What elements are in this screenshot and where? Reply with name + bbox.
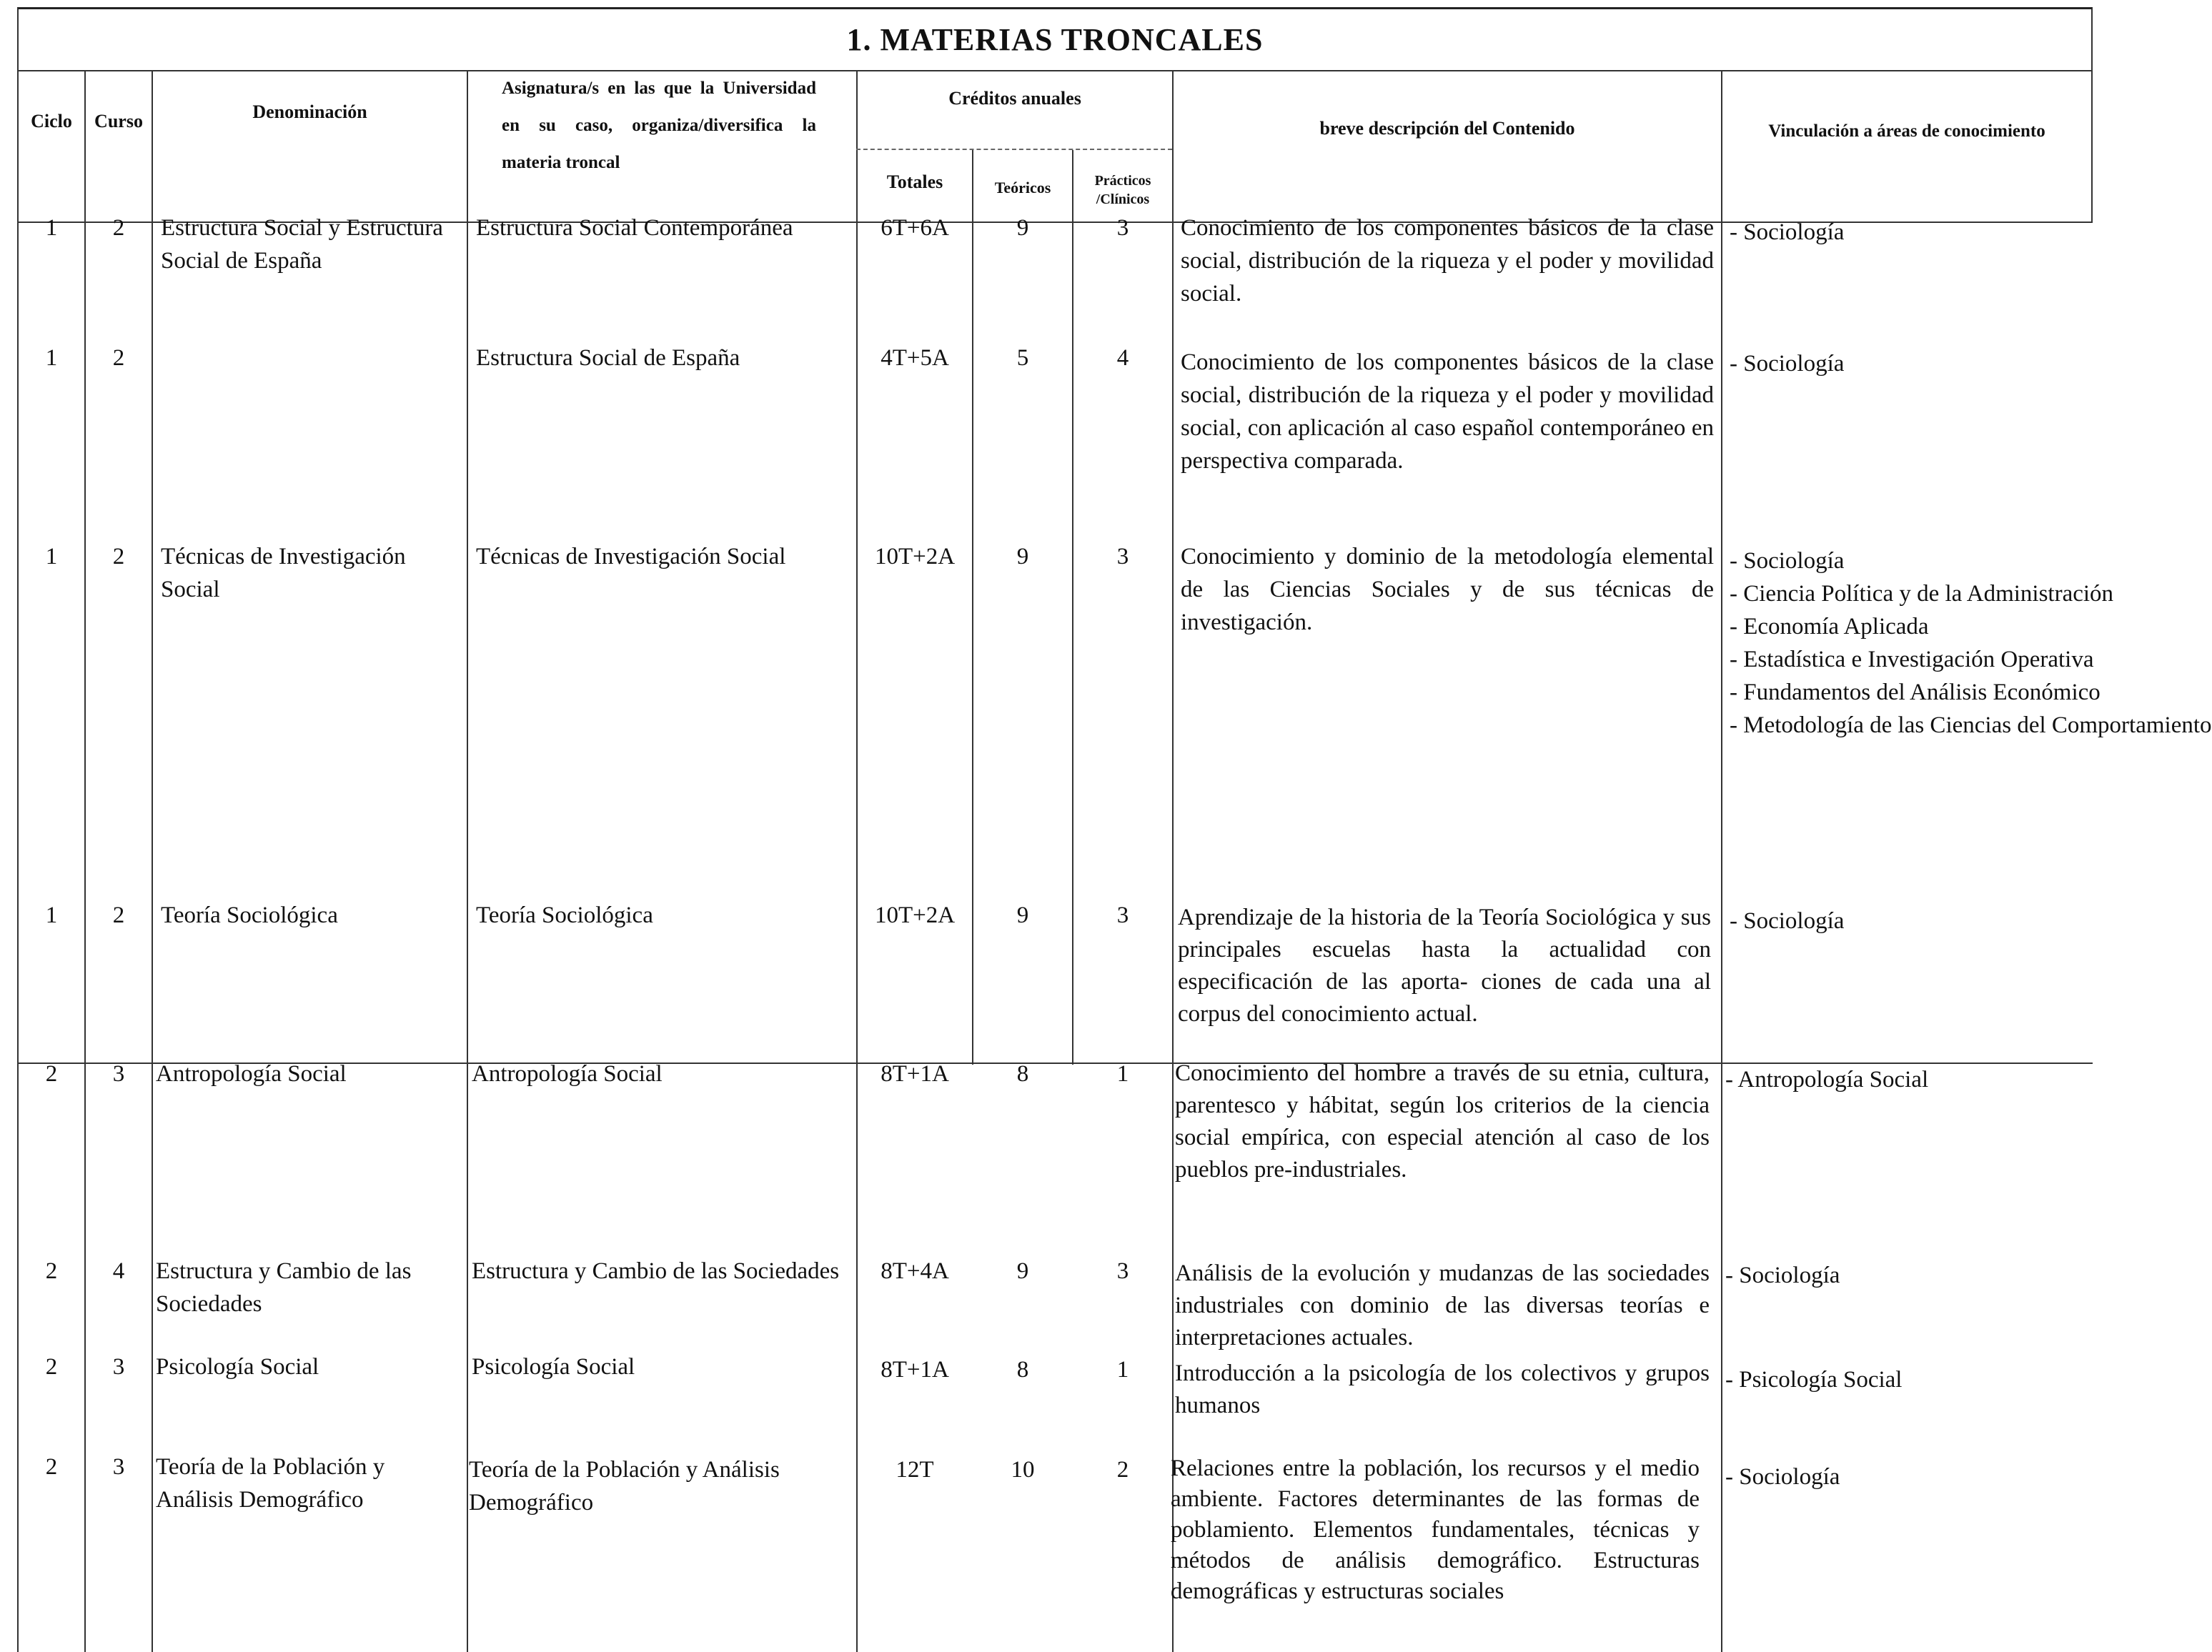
area-item: - Sociología xyxy=(1730,351,1845,377)
table-row-1-ciclo: 1 xyxy=(45,215,58,241)
header-denominacion: Denominación xyxy=(252,101,367,122)
table-row-3-curso: 2 xyxy=(112,544,125,569)
table-row-5-denominacion: Antropología Social xyxy=(156,1061,347,1087)
area-item: - Estadística e Investigación Operativa xyxy=(1730,647,2094,672)
table-row-6-descripcion: Análisis de la evolución y mudanzas de las sociedades industriales con dominio de las diversas teorías e interpretaciones actuales. xyxy=(1175,1260,1710,1350)
table-row-5-descripcion: Conocimiento del hombre a través de su etnia, cultura, parentesco y hábitat, según los criterios de la ciencia social empírica, con especial atención al caso de los pueblos pre-industriales. xyxy=(1175,1060,1710,1183)
table-row-5-teoricos: 8 xyxy=(1016,1061,1029,1087)
table-row-8-curso: 3 xyxy=(112,1454,125,1480)
table-row-8-ciclo: 2 xyxy=(45,1454,58,1480)
area-item: - Sociología xyxy=(1725,1263,1840,1288)
table-row-4-areas xyxy=(1730,905,2087,937)
table-row-6-totales: 8T+4A xyxy=(881,1258,949,1284)
area-item: - Metodología de las Ciencias del Comportamiento xyxy=(1730,712,2212,738)
table-row-1-denominacion: Estructura Social y Estructura Social de España xyxy=(161,215,443,274)
table-row-7-descripcion: Introducción a la psicología de los colectivos y grupos humanos xyxy=(1175,1360,1710,1418)
area-item: - Psicología Social xyxy=(1725,1367,1903,1393)
column-divider xyxy=(856,71,858,1652)
table-row-2-totales: 4T+5A xyxy=(881,345,949,371)
table-row-8-denominacion: Teoría de la Población y Análisis Demográfico xyxy=(156,1454,385,1513)
table-row-5-practicos: 1 xyxy=(1116,1061,1129,1087)
table-row-5-areas xyxy=(1725,1063,2083,1096)
table-row-1-curso: 2 xyxy=(112,215,125,241)
table-row-5-totales: 8T+1A xyxy=(881,1061,949,1087)
table-border-left xyxy=(17,71,19,1652)
column-divider xyxy=(467,71,468,1652)
table-row-1-asignatura: Estructura Social Contemporánea xyxy=(476,215,793,241)
table-row-7-ciclo: 2 xyxy=(45,1354,58,1380)
table-row-2-curso: 2 xyxy=(112,345,125,371)
page-title: 1. MATERIAS TRONCALES xyxy=(17,7,2093,71)
table-row-8-totales: 12T xyxy=(896,1457,934,1483)
table-row-4-ciclo: 1 xyxy=(45,902,58,928)
table-row-6-curso: 4 xyxy=(112,1258,125,1284)
area-item: - Antropología Social xyxy=(1725,1067,1929,1093)
table-row-6-ciclo: 2 xyxy=(45,1258,58,1284)
table-row-3-teoricos: 9 xyxy=(1016,544,1029,569)
table-row-6-areas xyxy=(1725,1259,2083,1292)
column-divider xyxy=(1721,71,1722,1652)
table-row-4-descripcion: Aprendizaje de la historia de la Teoría Sociológica y sus principales escuelas hasta la actualidad con especificación de las aporta- ciones de cada una al corpus del conocimiento actual. xyxy=(1178,905,1711,1027)
table-row-5-curso: 3 xyxy=(112,1061,125,1087)
table-row-1-totales: 6T+6A xyxy=(881,215,949,241)
table-row-7-practicos: 1 xyxy=(1116,1357,1129,1383)
table-row-4-asignatura: Teoría Sociológica xyxy=(476,902,653,928)
table-row-6-teoricos: 9 xyxy=(1016,1258,1029,1284)
table-row-4-curso: 2 xyxy=(112,902,125,928)
table-row-2-teoricos: 5 xyxy=(1016,345,1029,371)
table-row-8-areas xyxy=(1725,1461,2083,1493)
table-row-6-asignatura: Estructura y Cambio de las Sociedades xyxy=(472,1258,840,1284)
area-item: - Sociología xyxy=(1730,219,1845,245)
column-divider xyxy=(1172,71,1174,1652)
table-row-7-curso: 3 xyxy=(112,1354,125,1380)
table-row-7-asignatura: Psicología Social xyxy=(472,1354,635,1380)
table-row-3-asignatura: Técnicas de Investigación Social xyxy=(476,544,786,569)
area-item: - Economía Aplicada xyxy=(1730,614,1929,640)
header-vinculacion: Vinculación a áreas de conocimiento xyxy=(1768,121,2045,141)
table-row-3-practicos: 3 xyxy=(1116,544,1129,569)
table-row-4-totales: 10T+2A xyxy=(874,902,956,928)
table-row-3-ciclo: 1 xyxy=(45,544,58,569)
table-row-4-teoricos: 9 xyxy=(1016,902,1029,928)
table-row-4-denominacion: Teoría Sociológica xyxy=(161,902,338,928)
header-teoricos: Teóricos xyxy=(994,179,1051,196)
area-item: - Sociología xyxy=(1725,1464,1840,1490)
table-row-1-areas xyxy=(1730,216,2087,249)
table-row-8-teoricos: 10 xyxy=(1011,1457,1035,1483)
table-row-8-asignatura: Teoría de la Población y Análisis Demográfico xyxy=(469,1457,780,1516)
table-row-6-denominacion: Estructura y Cambio de las Sociedades xyxy=(156,1258,412,1317)
credits-subheader-rule xyxy=(856,149,1172,150)
table-row-8-practicos: 2 xyxy=(1116,1457,1129,1483)
header-totales: Totales xyxy=(886,171,943,192)
area-item: - Sociología xyxy=(1730,908,1845,934)
area-item: - Fundamentos del Análisis Económico xyxy=(1730,680,2101,705)
table-row-3-denominacion: Técnicas de Investigación Social xyxy=(161,544,406,602)
table-row-7-areas xyxy=(1725,1363,2083,1396)
table-row-5-ciclo: 2 xyxy=(45,1061,58,1087)
table-row-2-asignatura: Estructura Social de España xyxy=(476,345,740,371)
header-ciclo: Ciclo xyxy=(31,111,72,131)
table-row-7-teoricos: 8 xyxy=(1016,1357,1029,1383)
table-row-1-teoricos: 9 xyxy=(1016,215,1029,241)
table-row-3-totales: 10T+2A xyxy=(874,544,956,569)
table-border-right xyxy=(2091,71,2093,223)
table-row-7-denominacion: Psicología Social xyxy=(156,1354,319,1380)
column-divider xyxy=(84,71,86,1652)
table-row-2-areas xyxy=(1730,347,2087,380)
header-asignatura: Asignatura/s en las que la Universidad en su caso, organiza/diversifica la materia troncal xyxy=(502,79,816,172)
area-item: - Sociología xyxy=(1730,548,1845,574)
header-practicos: Prácticos /Clínicos xyxy=(1094,173,1151,207)
table-row-6-practicos: 3 xyxy=(1116,1258,1129,1284)
table-row-2-descripcion: Conocimiento de los componentes básicos de la clase social, distribución de la riqueza y el poder y movilidad social, con aplicación al caso español contemporáneo en perspectiva comparada. xyxy=(1181,349,1714,474)
column-divider xyxy=(152,71,153,1652)
area-item: - Ciencia Política y de la Administración xyxy=(1730,581,2114,607)
table-row-1-practicos: 3 xyxy=(1116,215,1129,241)
table-row-7-totales: 8T+1A xyxy=(881,1357,949,1383)
table-row-3-descripcion: Conocimiento y dominio de la metodología elemental de las Ciencias Sociales y de sus técnicas de investigación. xyxy=(1181,544,1714,635)
header-creditos-anuales: Créditos anuales xyxy=(948,88,1081,109)
table-row-5-asignatura: Antropología Social xyxy=(472,1061,663,1087)
table-row-2-practicos: 4 xyxy=(1116,345,1129,371)
table-row-8-descripcion: Relaciones entre la población, los recursos y el medio ambiente. Factores determinantes de las formas de poblamiento. Elementos fundamentales, técnicas y métodos de análisis demográfico. Estructuras demográficas y estructuras sociales xyxy=(1171,1456,1700,1604)
table-row-2-ciclo: 1 xyxy=(45,345,58,371)
header-curso: Curso xyxy=(94,111,143,131)
table-row-1-descripcion: Conocimiento de los componentes básicos de la clase social, distribución de la riqueza y el poder y movilidad social. xyxy=(1181,215,1714,307)
table-row-3-areas xyxy=(1730,544,2212,742)
table-row-4-practicos: 3 xyxy=(1116,902,1129,928)
header-descripcion: breve descripción del Contenido xyxy=(1319,118,1575,139)
